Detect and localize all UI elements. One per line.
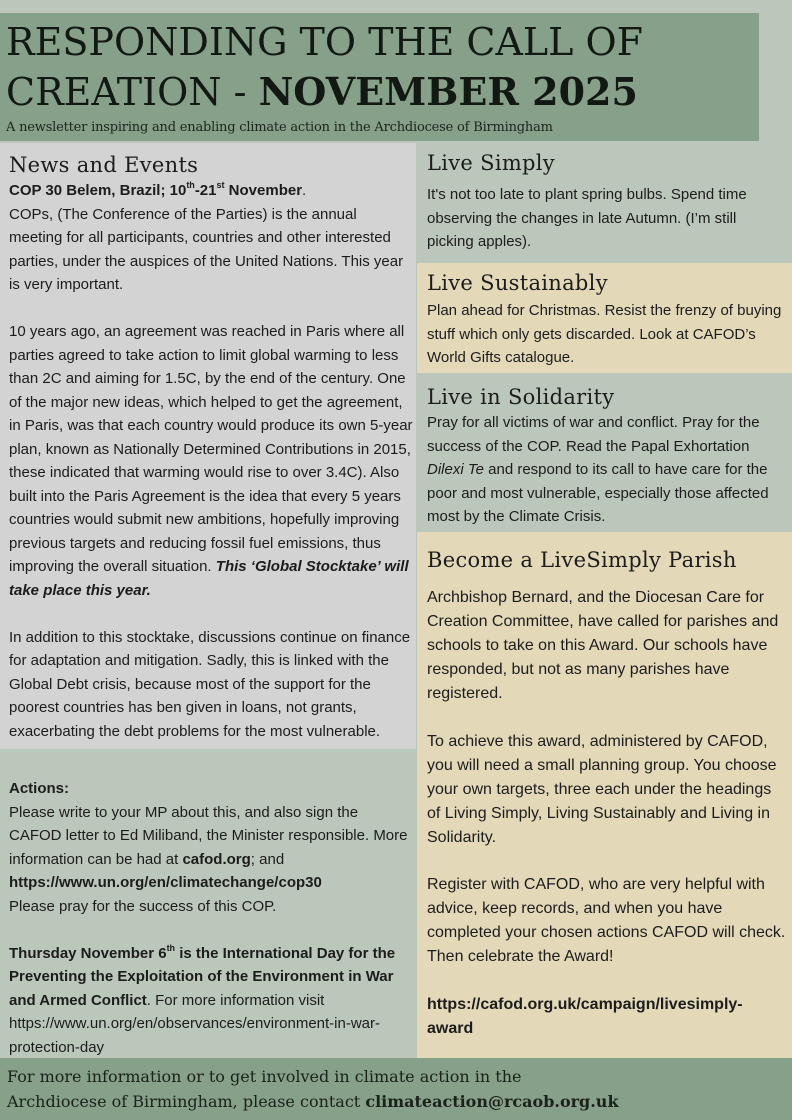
newsletter-subtitle: A newsletter inspiring and enabling climate action in the Archdiocese of Birmingham (6, 120, 553, 135)
footer-line-2-text: Archdiocese of Birmingham, please contact (7, 1092, 366, 1111)
contact-email-link[interactable] (365, 1092, 618, 1111)
title-date: NOVEMBER 2025 (258, 69, 638, 114)
actions-text-1: Please write to your MP about this, and also sign the CAFOD letter to Ed Miliband, the Minister responsible. More information can be had at (9, 803, 408, 868)
solidarity-text-2: and respond to its call to have care for the poor and most vulnerable, especially those affected most by the Climate Crisis. (427, 461, 769, 525)
event-notice (9, 942, 413, 1060)
cafod-link-text: cafod.org (182, 850, 251, 868)
parish-para-1: Archbishop Bernard, and the Diocesan Care for Creation Committee, have called for parishes and schools to take on this Award. Our schools have responded, but not as many parishes have registered. (427, 589, 779, 702)
live-solidarity-text (427, 411, 787, 529)
cop-sup-1: th (186, 180, 195, 190)
live-in-solidarity-section (417, 373, 792, 532)
actions-text (9, 801, 413, 919)
actions-text-3: Please pray for the success of this COP. (9, 897, 277, 915)
cop-period: . (302, 182, 307, 199)
cop-sup-2: st (216, 180, 225, 190)
cop-title (9, 179, 413, 203)
news-heading: News and Events (9, 153, 199, 177)
actions-text-2: ; and (250, 850, 285, 868)
news-para-3: In addition to this stocktake, discussions continue on finance for adaptation and mitigation. Sadly, this is linked with the Global Debt crisis, because most of the support for the poorest countries has ben given in loans, not grants, exacerbating the debt problems for the most vulnerable. (9, 628, 411, 740)
un-cop30-link[interactable] (9, 874, 322, 891)
newsletter-footer (0, 1058, 792, 1120)
newsletter-title (6, 17, 643, 117)
un-cop30-link-text: https://www.un.org/en/climatechange/cop30 (9, 874, 322, 891)
live-solidarity-heading: Live in Solidarity (427, 385, 615, 409)
left-column (9, 151, 413, 1059)
title-line-1: RESPONDING TO THE CALL OF (6, 20, 643, 64)
footer-line-2 (7, 1089, 619, 1114)
event-sup: th (166, 942, 176, 953)
contact-email: climateaction@rcaob.org.uk (365, 1092, 619, 1111)
live-sustainably-heading: Live Sustainably (427, 271, 608, 295)
event-text: . For more information visit (146, 991, 325, 1009)
actions-heading-text: Actions: (9, 780, 69, 797)
solidarity-text-1: Pray for all victims of war and conflict. Pray for the success of the COP. Read the Papal Exhortation (427, 414, 760, 455)
title-line-2 (6, 67, 643, 117)
news-para-2-text: 10 years ago, an agreement was reached in Paris where all parties agreed to take action to limit global warming to less than 2C and aiming for 1.5C, by the end of the century. One of the major new ideas, which helped to get the agreement, in Paris, was that each country would produce its own 5-year plan, known as Nationally Determined Contributions in 2015, these indicated that warming would rise to over 3.4C). Also built into the Paris Agreement is the idea that every 5 years countries would submit new ambitions, hopefully improving previous targets and reducing fossil fuel emissions, thus improving the overall situation. (9, 323, 413, 575)
livesimply-award-link-text: https://cafod.org.uk/campaign/livesimply-award (427, 995, 743, 1037)
footer-text (7, 1064, 619, 1114)
event-title: is the International Day for the Preventing the Exploitation of the Environment in War and Armed Conflict (9, 944, 396, 1009)
news-body (9, 179, 413, 743)
livesimply-parish-section (417, 532, 792, 1058)
live-simply-section (417, 143, 792, 263)
cop-title-text: COP 30 Belem, Brazil; 10 (9, 182, 187, 199)
un-observance-link[interactable]: https://www.un.org/en/observances/environment-in-war-protection-day (9, 1015, 381, 1056)
news-para-1: COPs, (The Conference of the Parties) is the annual meeting for all participants, countries and other interested parties, under the auspices of the United Nations. This year is very important. (9, 205, 404, 293)
title-prefix: CREATION - (6, 70, 259, 114)
live-simply-heading: Live Simply (427, 151, 555, 175)
cop-month: November (224, 182, 303, 199)
actions-heading (9, 777, 413, 801)
parish-heading: Become a LiveSimply Parish (427, 548, 737, 572)
cop-dash: -21 (194, 182, 217, 199)
event-date: Thursday November 6 (9, 944, 167, 962)
livesimply-award-link[interactable] (427, 996, 743, 1037)
footer-line-1: For more information or to get involved in climate action in the (7, 1067, 522, 1086)
news-para-2 (9, 320, 413, 602)
parish-para-2: To achieve this award, administered by CAFOD, you will need a small planning group. You choose your own targets, three each under the headings of Living Simply, Living Sustainably and Living in Solidarity. (427, 732, 777, 846)
cafod-link[interactable] (182, 851, 250, 868)
actions-section (9, 777, 413, 1059)
parish-link-para (427, 993, 787, 1041)
stocktake-emphasis: This ‘Global Stocktake’ will take place this year. (9, 558, 409, 599)
news-and-events-section (9, 151, 413, 743)
live-simply-text: It's not too late to plant spring bulbs. Spend time observing the changes in late Autumn. (I’m still picking apples). (427, 186, 747, 250)
dilexi-te: Dilexi Te (427, 461, 484, 478)
parish-para-3: Register with CAFOD, who are very helpful with advice, keep records, and when you have completed your chosen actions CAFOD will check. Then celebrate the Award! (427, 876, 786, 965)
newsletter-header (0, 13, 759, 141)
live-sustainably-section (417, 263, 792, 373)
live-sustainably-text: Plan ahead for Christmas. Resist the frenzy of buying stuff which only gets discarded. Look at CAFOD’s World Gifts catalogue. (427, 302, 782, 366)
